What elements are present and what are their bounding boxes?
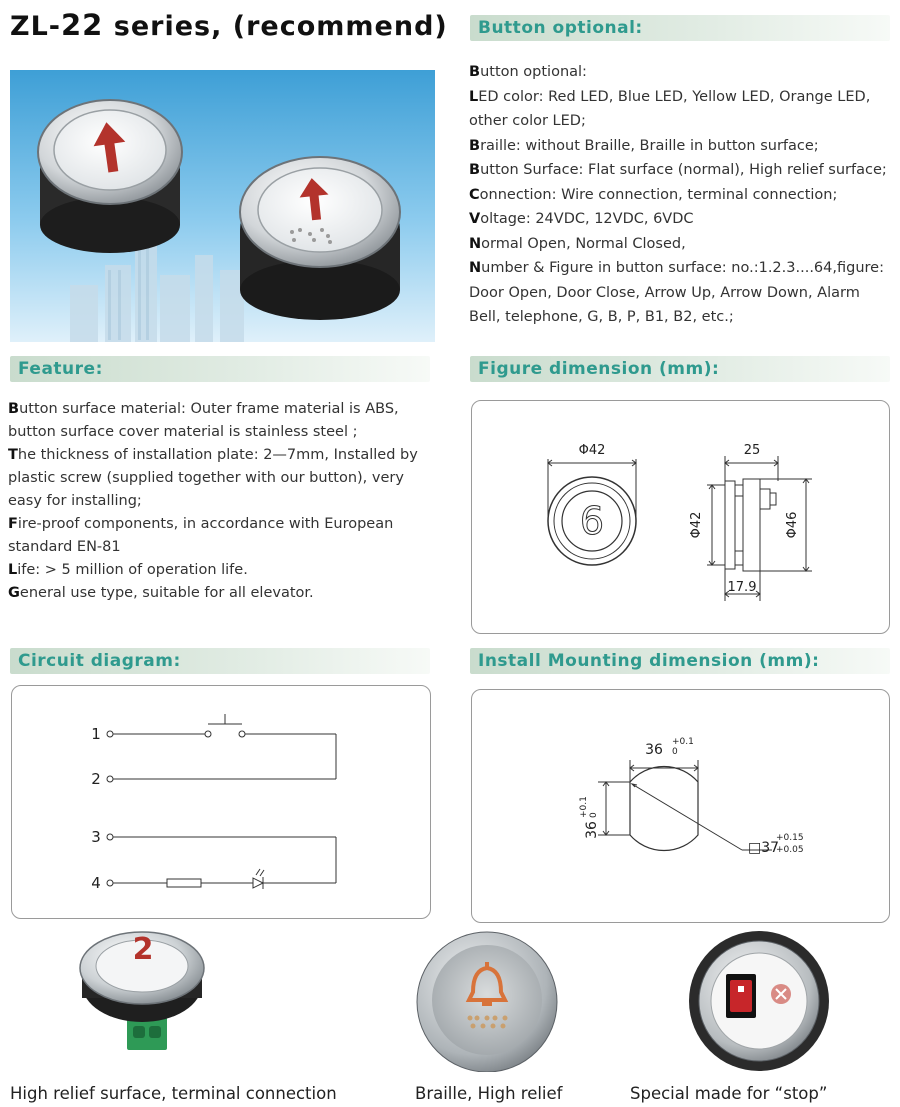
mount-height-tol-bottom: 0	[589, 812, 599, 818]
mount-square-tol-top: +0.15	[776, 833, 804, 843]
feature-line: button surface cover material is stainless steel ;	[8, 424, 358, 440]
button-optional-list	[469, 60, 897, 330]
install-mounting-panel	[471, 689, 890, 923]
caption-terminal: High relief surface, terminal connection	[10, 1084, 337, 1103]
install-mounting-drawing	[472, 690, 889, 922]
bottom-dimension-label: 17.9	[727, 580, 757, 595]
section-title: Button optional:	[478, 18, 643, 38]
option-line: Door Open, Door Close, Arrow Up, Arrow Down, Alarm	[469, 284, 860, 301]
option-line: Button optional:	[469, 64, 587, 80]
feature-list	[8, 398, 438, 605]
feature-line: Life: > 5 million of operation life.	[8, 562, 248, 578]
title-number: 22	[61, 8, 104, 42]
figure-dimension-drawing	[472, 401, 889, 633]
product-photo-stop	[686, 930, 832, 1072]
feature-line: Button surface material: Outer frame material is ABS,	[8, 401, 399, 417]
section-title: Circuit diagram:	[18, 651, 181, 671]
circuit-diagram-drawing	[12, 686, 430, 918]
side-diameter-right-label: Φ46	[785, 511, 800, 539]
mount-square-label: □37	[748, 840, 780, 856]
section-header-button-optional	[470, 15, 890, 41]
section-header-circuit-diagram	[10, 648, 430, 674]
option-line: Number & Figure in button surface: no.:1.2.3....64,figure:	[469, 260, 884, 276]
mount-square-tol-bottom: +0.05	[776, 845, 804, 855]
option-line: Button Surface: Flat surface (normal), High relief surface;	[469, 162, 887, 178]
mount-width-tol-bottom: 0	[672, 747, 678, 757]
circuit-diagram-panel	[11, 685, 431, 919]
product-photo-braille-bell	[415, 930, 560, 1072]
option-line: LED color: Red LED, Blue LED, Yellow LED, Orange LED,	[469, 88, 871, 105]
feature-line: The thickness of installation plate: 2—7mm, Installed by	[8, 447, 418, 463]
feature-line: Fire-proof components, in accordance with European	[8, 516, 394, 532]
depth-label: 25	[743, 443, 761, 458]
mount-height-label: 36	[584, 821, 600, 839]
front-face-digit: 6	[579, 499, 605, 543]
feature-line: standard EN-81	[8, 539, 121, 555]
option-line: Bell, telephone, G, B, P, B1, B2, etc.;	[469, 309, 734, 325]
caption-braille: Braille, High relief	[415, 1084, 563, 1103]
feature-line: plastic screw (supplied together with our button), very	[8, 470, 404, 486]
terminal-2-label: 2	[91, 770, 101, 788]
caption-stop: Special made for “stop”	[630, 1084, 828, 1103]
page-title	[10, 8, 448, 42]
mount-height-tol-top: +0.1	[579, 796, 589, 818]
section-header-figure-dimension	[470, 356, 890, 382]
mount-width-label: 36	[645, 742, 663, 758]
title-prefix: ZL-	[10, 11, 61, 42]
terminal-4-label: 4	[91, 874, 101, 892]
option-line: Normal Open, Normal Closed,	[469, 235, 686, 252]
option-line: Connection: Wire connection, terminal connection;	[469, 186, 838, 203]
terminal-1-label: 1	[91, 725, 101, 743]
section-header-install-mounting	[470, 648, 890, 674]
mount-width-tol-top: +0.1	[672, 737, 694, 747]
title-rest: series, (recommend)	[103, 11, 448, 42]
section-title: Install Mounting dimension (mm):	[478, 651, 820, 671]
section-header-feature	[10, 356, 430, 382]
product-photo-terminal	[75, 922, 210, 1072]
option-line: other color LED;	[469, 113, 586, 129]
option-line: Braille: without Braille, Braille in button surface;	[469, 137, 819, 154]
section-title: Feature:	[18, 359, 103, 379]
section-title: Figure dimension (mm):	[478, 359, 720, 379]
feature-line: easy for installing;	[8, 493, 142, 509]
figure-dimension-panel	[471, 400, 890, 634]
terminal-3-label: 3	[91, 828, 101, 846]
side-diameter-left-label: Φ42	[689, 511, 704, 539]
product-face-number: 2	[132, 932, 154, 967]
option-line: Voltage: 24VDC, 12VDC, 6VDC	[469, 211, 694, 227]
hero-product-photo	[10, 70, 435, 342]
front-diameter-label: Φ42	[578, 443, 606, 458]
feature-line: General use type, suitable for all elevator.	[8, 585, 314, 601]
